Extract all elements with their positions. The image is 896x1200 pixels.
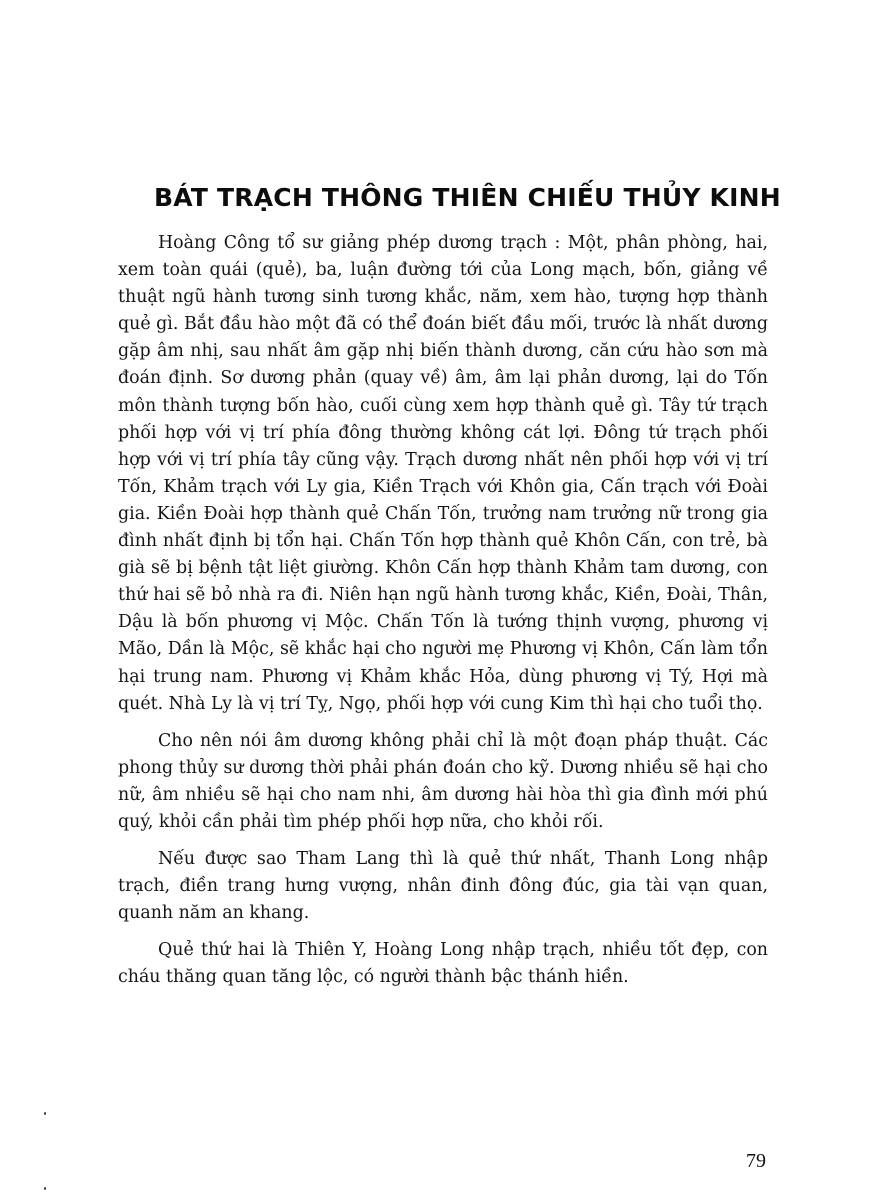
page-title: BÁT TRẠCH THÔNG THIÊN CHIẾU THỦY KINH bbox=[154, 182, 781, 212]
paragraph-3: Nếu được sao Tham Lang thì là quẻ thứ nhất, Thanh Long nhập trạch, điền trang hưng vượng, nhân đinh đông đúc, gia tài vạn quan, quanh năm an khang. bbox=[118, 849, 768, 924]
page-number: 79 bbox=[746, 1150, 766, 1172]
paragraph-1: Hoàng Công tổ sư giảng phép dương trạch : Một, phân phòng, hai, xem toàn quái (quẻ), ba, luận đường tới của Long mạch, bốn, giảng về thuật ngũ hành tương sinh tương khắc, năm, xem hào, tượng hợp thành quẻ gì. Bắt đầu hào một đã có thể đoán biết đầu mối, trước là nhất dương gặp âm nhị, sau nhất âm gặp nhị biến thành dương, căn cứu hào sơn mà đoán định. Sơ dương phản (quay về) âm, âm lại phản dương, lại do Tốn môn thành tượng bốn hào, cuối cùng xem hợp thành quẻ gì. Tây tứ trạch phối hợp với vị trí phía đông thường không cát lợi. Đông tứ trạch phối hợp với vị trí phía tây cũng vậy. Trạch dương nhất nên phối hợp với vị trí Tốn, Khảm trạch với Ly gia, Kiền Trạch với Khôn gia, Cấn trạch với Đoài gia. Kiền Đoài hợp thành quẻ Chấn Tốn, trưởng nam trưởng nữ trong gia đình nhất định bị tổn hại. Chấn Tốn hợp thành quẻ Khôn Cấn, con trẻ, bà già sẽ bị bệnh tật liệt giường. Khôn Cấn hợp thành Khảm tam dương, con thứ hai sẽ bỏ nhà ra đi. Niên hạn ngũ hành tương khắc, Kiền, Đoài, Thân, Dậu là bốn phương vị Mộc. Chấn Tốn là tướng thịnh vượng, phương vị Mão, Dần là Mộc, sẽ khắc hại cho người mẹ Phương vị Khôn, Cấn làm tổn hại trung nam. Phương vị Khảm khắc Hỏa, dùng phương vị Tý, Hợi mà quét. Nhà Ly là vị trí Tỵ, Ngọ, phối hợp với cung Kim thì hại cho tuổi thọ. bbox=[118, 233, 768, 714]
scan-speck bbox=[44, 1112, 46, 1115]
scan-speck bbox=[44, 1187, 46, 1190]
paragraph-2: Cho nên nói âm dương không phải chỉ là một đoạn pháp thuật. Các phong thủy sư dương thời phải phán đoán cho kỹ. Dương nhiều sẽ hại cho nữ, âm nhiều sẽ hại cho nam nhi, âm dương hài hòa thì gia đình mới phú quý, khỏi cần phải tìm phép phối hợp nữa, cho khỏi rối. bbox=[118, 730, 768, 832]
body-text bbox=[118, 230, 768, 992]
paragraph-4: Quẻ thứ hai là Thiên Y, Hoàng Long nhập trạch, nhiều tốt đẹp, con cháu thăng quan tăng lộc, có người thành bậc thánh hiền. bbox=[118, 940, 768, 988]
